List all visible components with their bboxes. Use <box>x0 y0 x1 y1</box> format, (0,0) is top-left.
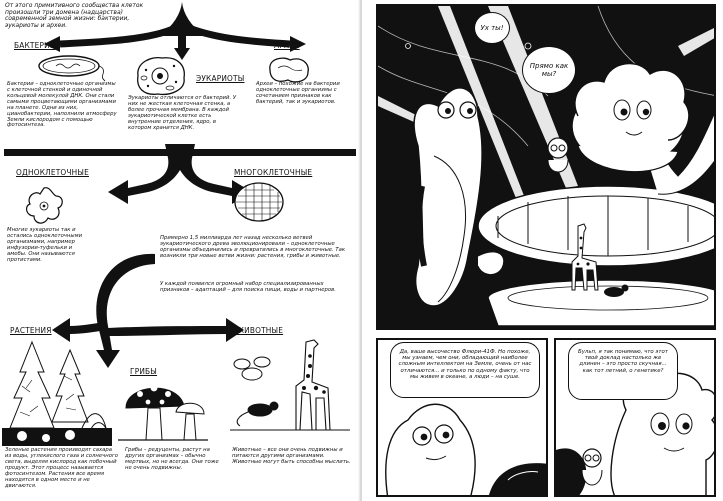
speech-bubble-wow: Ух ты! <box>474 12 510 44</box>
multicellular-organism-illustration <box>232 180 286 224</box>
label-archaea: АРХЕИ <box>274 40 300 50</box>
right-page <box>362 0 723 501</box>
label-bacteria: БАКТЕРИИ <box>14 40 56 50</box>
speech-bubble-like-us: Прямо как мы? <box>522 46 576 94</box>
protist-illustration <box>22 184 66 228</box>
eukaryotes-description: Эукариоты отличаются от бактерий. У них не жесткая клеточная стенка, а более прочная мембрана. В каждой эукариотической клетке есть внутренние отделения, ядро, в котором хранится ДНК. <box>128 95 237 131</box>
plants-description: Зеленые растения производят сахара из воды, углекислого газа и солнечного света, выделяя кислород как побочный продукт. Этот процесс называется фотосинтезом. Растения все время находятся в одном месте и не двигаются. <box>5 447 118 489</box>
label-multicellular: МНОГОКЛЕТОЧНЫЕ <box>234 167 313 177</box>
label-eukaryotes: ЭУКАРИОТЫ <box>196 73 245 83</box>
label-plants: РАСТЕНИЯ <box>10 325 52 335</box>
bacteria-description: Бактерии – одноклеточные организмы с клеточной стенкой и одиночной кольцевой молекулой ДНК. Они стали самыми процветающими организмами на планете. Одни из них, цианобактерии, наполнили атмосферу Земли кислородом с помощью фотосинтеза. <box>7 81 117 129</box>
label-fungi: ГРИБЫ <box>130 366 157 376</box>
archaea-description: Археи – похожие на бактерии одноклеточные организмы с сочетанием признаков как бактерий, так и эукариотов. <box>256 81 340 105</box>
three-domain-arrow <box>0 0 360 60</box>
plants-illustration <box>2 336 112 446</box>
animals-illustration <box>230 332 350 442</box>
left-page <box>0 0 360 501</box>
animals-description: Животные – все они очень подвижны и питаются другими организмами. Животные могут быть способны мыслить. <box>232 447 351 465</box>
bacterium-illustration <box>34 52 104 82</box>
label-unicellular: ОДНОКЛЕТОЧНЫЕ <box>16 167 89 177</box>
speech-bubble-question: Бульп, я так понимаю, что этот твой доклад настолько же длинен – это просто скучная... как тот летний, о генетике? <box>568 342 678 400</box>
multicellular-description: Примерно 1,5 миллиарда лет назад несколько ветвей эукариотического древа эволюционировали – одноклеточные организмы объединились и превратились в многоклеточные. Так возникли три новые ветви жизни: растения, грибы и животные. <box>160 235 346 259</box>
intro-text: От этого примитивного сообщества клеток произошли три домена (надцарства) современной земной жизни: бактерии, эукариоты и археи. <box>5 2 144 30</box>
adaptations-description: У каждой появился огромный набор специализированных признаков – адаптаций – для поиска пищи, воды и партнеров. <box>160 281 336 293</box>
speech-bubble-report: Да, ваше высочество Флюри-41Ф. Но похоже, мы узнаем, чем они, обладающий наиболее сложным интеллектом на Земле, очень от нас отличаются... и только по одному факту, что мы живем в океане, а люди – на суше. <box>390 342 540 398</box>
label-animals: ЖИВОТНЫЕ <box>236 325 284 335</box>
fungi-description: Грибы – редуценты, растут на других организмах – обычно мертвых, но не всегда. Они тоже не очень подвижны. <box>125 447 219 471</box>
eukaryote-cell-illustration <box>130 52 190 98</box>
unicellular-description: Многие эукариоты так и остались одноклеточными организмами, например инфузории-туфельки и амебы. Они называются протистами. <box>7 227 83 263</box>
mushrooms-illustration <box>118 378 208 448</box>
